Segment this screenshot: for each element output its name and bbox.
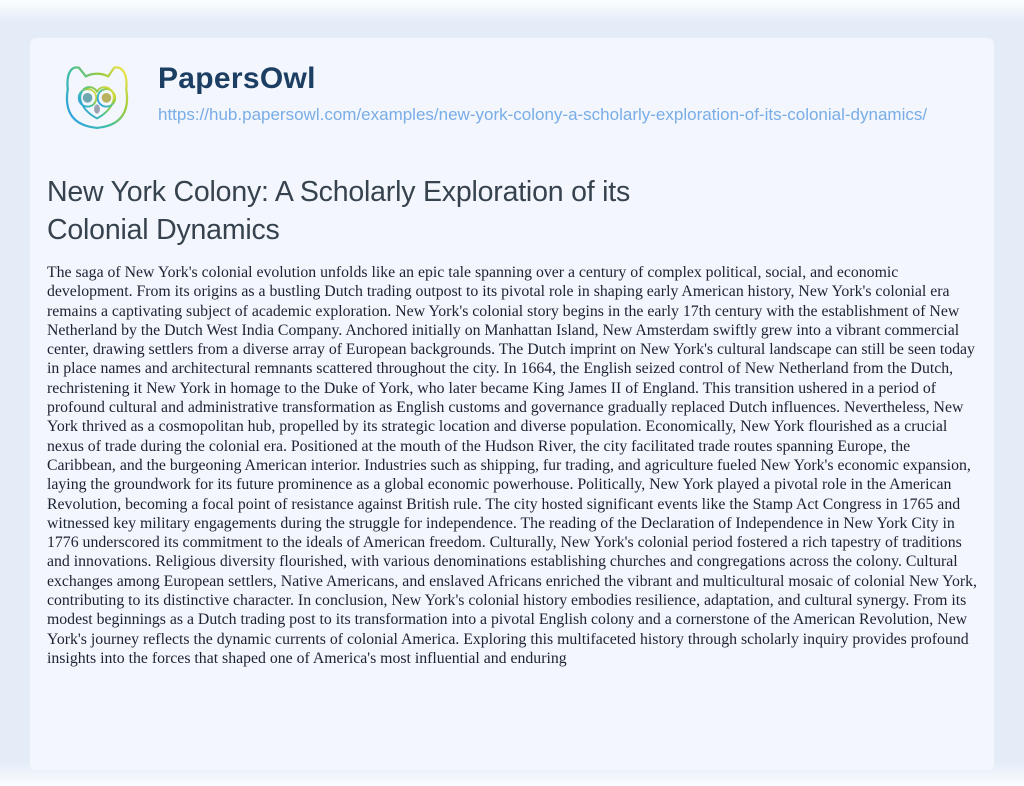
article-card: [30, 38, 994, 770]
papersowl-owl-logo-icon: [54, 59, 140, 147]
source-header-text: [158, 59, 927, 127]
source-header: [54, 59, 977, 147]
article-body: The saga of New York's colonial evolution unfolds like an epic tale spanning over a century of complex political, social, and economic development. From its origins as a bustling Dutch trading outpost to its pivotal role in shaping early American history, New York's colonial era remains a captivating subject of academic exploration. New York's colonial story begins in the early 17th century with the establishment of New Netherland by the Dutch West India Company. Anchored initially on Manhattan Island, New Amsterdam swiftly grew into a vibrant commercial center, drawing settlers from a diverse array of European backgrounds. The Dutch imprint on New York's cultural landscape can still be seen today in place names and architectural remnants scattered throughout the city. In 1664, the English seized control of New Netherland from the Dutch, rechristening it New York in homage to the Duke of York, who later became King James II of England. This transition ushered in a period of profound cultural and administrative transformation as English customs and governance gradually replaced Dutch influences. Nevertheless, New York thrived as a cosmopolitan hub, propelled by its strategic location and diverse population. Economically, New York flourished as a crucial nexus of trade during the colonial era. Positioned at the mouth of the Hudson River, the city facilitated trade routes spanning Europe, the Caribbean, and the burgeoning American interior. Industries such as shipping, fur trading, and agriculture fueled New York's economic expansion, laying the groundwork for its future prominence as a global economic powerhouse. Politically, New York played a pivotal role in the American Revolution, becoming a focal point of resistance against British rule. The city hosted significant events like the Stamp Act Congress in 1765 and witnessed key military engagements during the struggle for independence. The reading of the Declaration of Independence in New York City in 1776 underscored its commitment to the ideals of American freedom. Culturally, New York's colonial period fostered a rich tapestry of traditions and innovations. Religious diversity flourished, with various denominations establishing churches and congregations across the colony. Cultural exchanges among European settlers, Native Americans, and enslaved Africans enriched the vibrant and multicultural mosaic of colonial New York, contributing to its distinctive character. In conclusion, New York's colonial history embodies resilience, adaptation, and cultural synergy. From its modest beginnings as a Dutch trading post to its transformation into a pivotal English colony and a cornerstone of the American Revolution, New York's journey reflects the dynamic currents of colonial America. Exploring this multifaceted history through scholarly inquiry provides profound insights into the forces that shaped one of America's most influential and enduring: [47, 264, 977, 667]
source-url-link[interactable]: https://hub.papersowl.com/examples/new-york-colony-a-scholarly-exploration-of-its-colonial-dynamics/: [158, 105, 928, 124]
brand-name: PapersOwl: [158, 62, 316, 95]
article-title: New York Colony: A Scholarly Exploration of its Colonial Dynamics: [47, 176, 631, 246]
